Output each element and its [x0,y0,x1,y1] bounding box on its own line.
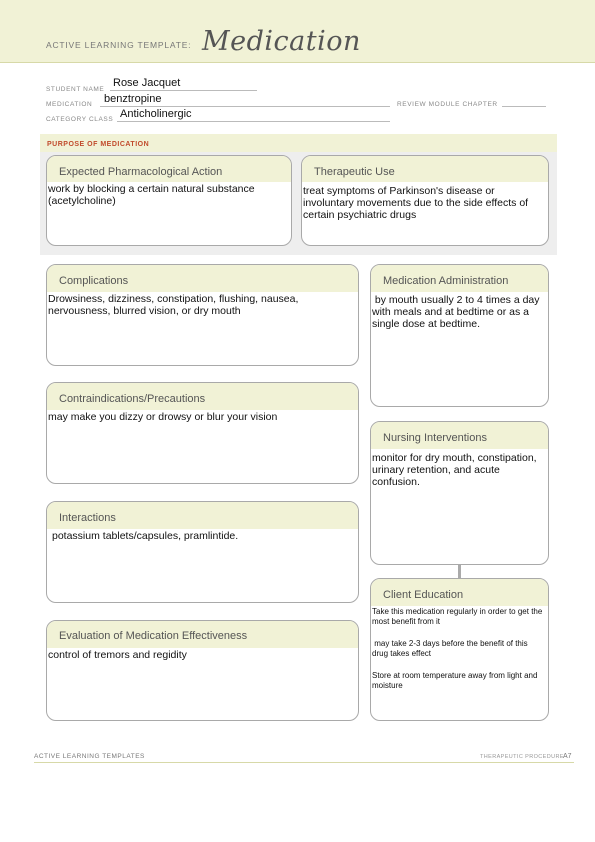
medication-label: MEDICATION [46,101,93,108]
client-education-paragraph: Take this medication regularly in order to get the most benefit from it [372,607,545,626]
header-divider [0,62,595,63]
evaluation-heading: Evaluation of Medication Effectiveness [47,621,358,648]
complications-box[interactable] [46,264,359,366]
medication-value[interactable]: benztropine [104,93,162,105]
review-module-label: REVIEW MODULE CHAPTER [397,101,498,108]
therapeutic-use-text: treat symptoms of Parkinson's disease or involuntary movements due to the side effects of certain psychiatric drugs [303,185,529,221]
category-class-underline [117,121,390,122]
contraindications-heading: Contraindications/Precautions [47,383,358,410]
nursing-interventions-heading: Nursing Interventions [371,422,548,449]
page-number: A7 [563,753,572,760]
evaluation-box[interactable] [46,620,359,721]
interactions-text: potassium tablets/capsules, pramlintide. [52,530,239,542]
expected-action-heading: Expected Pharmacological Action [47,156,291,182]
footer-divider [34,762,574,763]
medication-administration-heading: Medication Administration [371,265,548,292]
review-module-underline[interactable] [502,106,546,107]
therapeutic-use-heading: Therapeutic Use [302,156,548,182]
nursing-interventions-box[interactable] [370,421,549,565]
contraindications-box[interactable] [46,382,359,484]
footer-right: THERAPEUTIC PROCEDURE [480,754,564,760]
student-name-label: STUDENT NAME [46,86,105,93]
complications-text: Drowsiness, dizziness, constipation, flushing, nausea, nervousness, blurred vision, or dry mouth [48,293,299,317]
evaluation-text: control of tremors and regidity [48,649,187,661]
client-education-heading: Client Education [371,579,548,606]
footer-left: ACTIVE LEARNING TEMPLATES [34,753,145,760]
connector-line [458,565,461,578]
complications-heading: Complications [47,265,358,292]
student-name-value[interactable]: Rose Jacquet [113,77,181,89]
nursing-interventions-text: monitor for dry mouth, constipation, urinary retention, and acute confusion. [372,452,537,488]
purpose-title: PURPOSE OF MEDICATION [47,141,150,148]
client-education-paragraph: Store at room temperature away from light and moisture [372,671,540,690]
page-title: Medication [202,26,361,57]
student-name-underline [110,90,257,91]
expected-action-box[interactable] [46,155,292,246]
client-education-box[interactable] [370,578,549,721]
category-class-label: CATEGORY CLASS [46,116,114,123]
therapeutic-use-box[interactable] [301,155,549,246]
category-class-value[interactable]: Anticholinergic [120,108,192,120]
template-label: ACTIVE LEARNING TEMPLATE: [46,40,192,50]
client-education-paragraph: may take 2-3 days before the benefit of this drug takes effect [372,639,530,658]
medication-administration-text: by mouth usually 2 to 4 times a day with meals and at bedtime or as a single dose at bedtime. [372,294,543,330]
interactions-heading: Interactions [47,502,358,529]
medication-underline [100,106,390,107]
expected-action-text: work by blocking a certain natural substance (acetylcholine) [48,183,255,207]
contraindications-text: may make you dizzy or drowsy or blur your vision [48,411,278,423]
medication-administration-box[interactable] [370,264,549,407]
interactions-box[interactable] [46,501,359,603]
